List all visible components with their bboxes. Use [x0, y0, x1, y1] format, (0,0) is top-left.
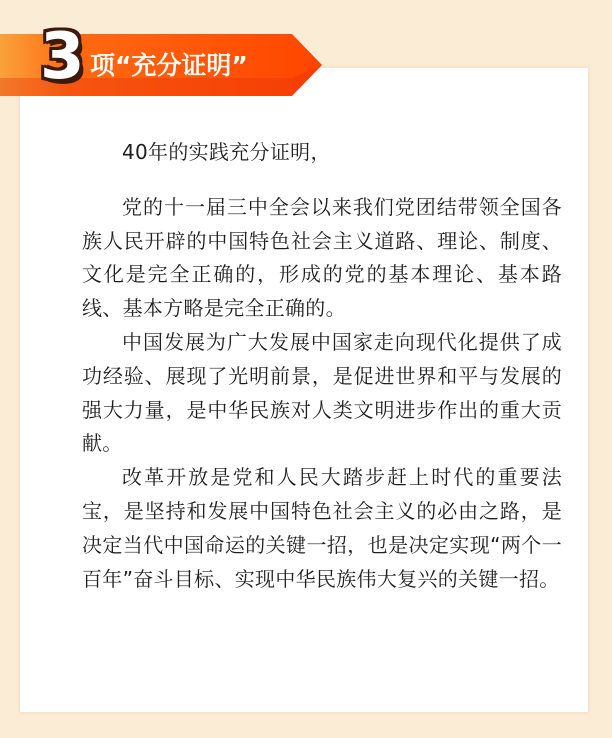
- paragraph-2: 中国发展为广大发展中国家走向现代化提供了成功经验、展现了光明前景，是促进世界和平与发展的强大力量，是中华民族对人类文明进步作出的重大贡献。: [82, 329, 562, 456]
- paragraph-1: 党的十一届三中全会以来我们党团结带领全国各族人民开辟的中国特色社会主义道路、理论、制度、文化是完全正确的，形成的党的基本理论、基本路线、基本方略是完全正确的。: [82, 194, 562, 321]
- intro-paragraph: 40年的实践充分证明，: [122, 140, 331, 164]
- section-title: 项“充分证明”: [90, 51, 248, 80]
- article-body: [82, 136, 562, 596]
- section-number: 3: [40, 20, 85, 94]
- paragraph-3: 改革开放是党和人民大踏步赶上时代的重要法宝，是坚持和发展中国特色社会主义的必由之路，是决定当代中国命运的关键一招，也是决定实现“两个一百年”奋斗目标、实现中华民族伟大复兴的关键一招。: [82, 465, 562, 591]
